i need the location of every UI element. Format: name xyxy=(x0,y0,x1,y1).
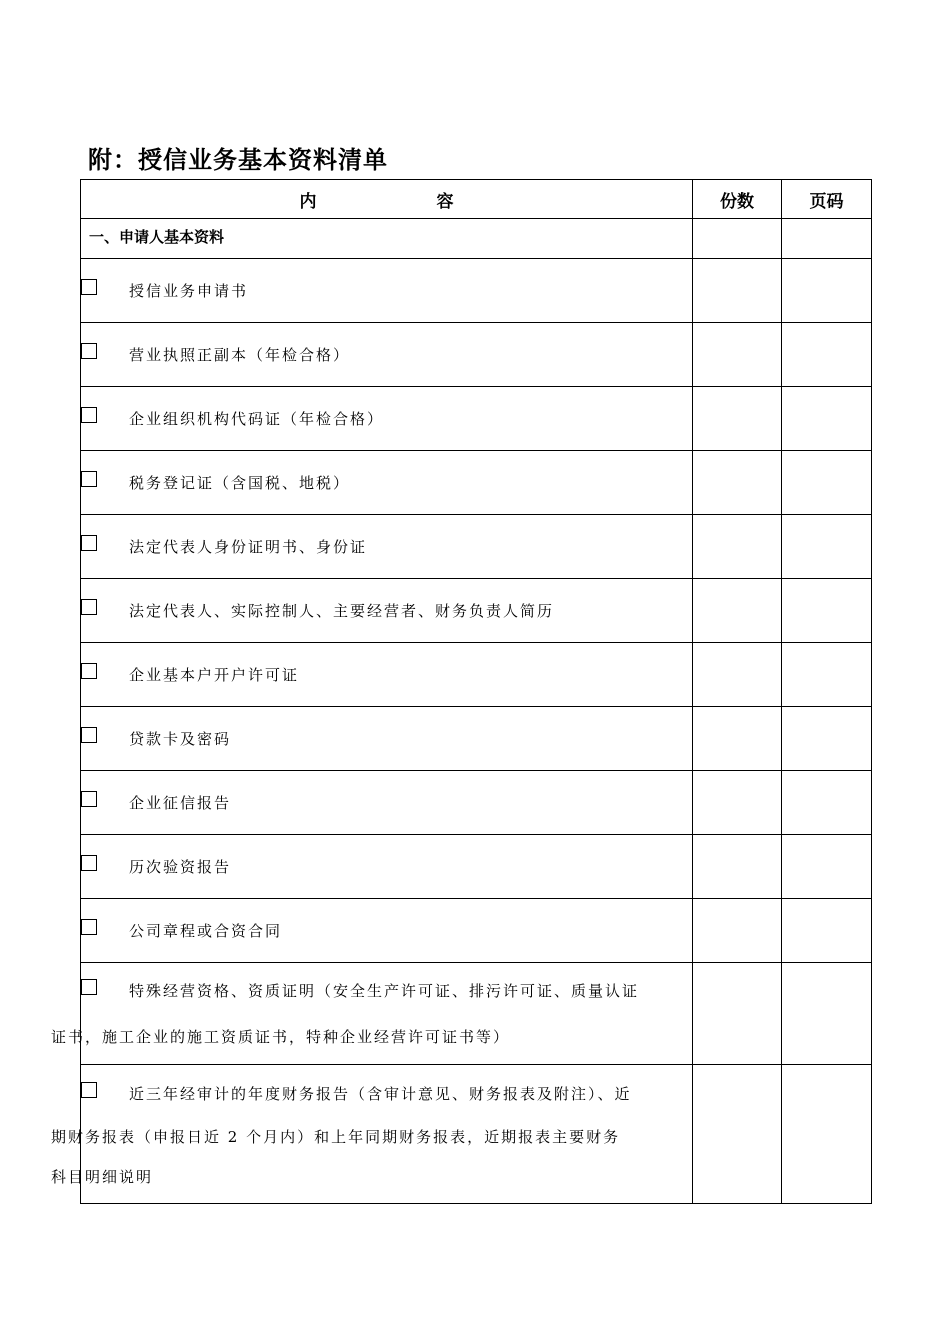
item-label: 法定代表人、实际控制人、主要经营者、财务负责人简历 xyxy=(129,602,555,620)
page-cell[interactable] xyxy=(782,835,872,899)
table-row xyxy=(81,963,872,1065)
page-cell[interactable] xyxy=(782,219,872,259)
checkbox[interactable] xyxy=(81,855,97,871)
item-label-line1: 特殊经营资格、资质证明（安全生产许可证、排污许可证、质量认证 xyxy=(129,981,640,1000)
copies-cell[interactable] xyxy=(693,963,782,1065)
materials-checklist-table xyxy=(51,179,872,1204)
item-label: 税务登记证（含国税、地税） xyxy=(129,474,351,492)
checkbox[interactable] xyxy=(81,1082,97,1098)
copies-cell[interactable] xyxy=(693,323,782,387)
header-content xyxy=(81,180,693,219)
table-row xyxy=(81,323,872,387)
checkbox[interactable] xyxy=(81,343,97,359)
item-label: 授信业务申请书 xyxy=(129,282,249,300)
checkbox[interactable] xyxy=(81,919,97,935)
page-cell[interactable] xyxy=(782,643,872,707)
copies-cell[interactable] xyxy=(693,643,782,707)
table-row xyxy=(81,771,872,835)
checkbox[interactable] xyxy=(81,535,97,551)
table-row xyxy=(81,707,872,771)
item-label: 营业执照正副本（年检合格） xyxy=(129,346,351,364)
header-copies: 份数 xyxy=(693,180,782,219)
item-label-line1: 近三年经审计的年度财务报告（含审计意见、财务报表及附注）、近 xyxy=(129,1085,632,1103)
item-label: 企业组织机构代码证（年检合格） xyxy=(129,410,385,428)
table-row xyxy=(81,643,872,707)
table-row xyxy=(81,515,872,579)
page-cell[interactable] xyxy=(782,1065,872,1204)
item-label-line2: 证书，施工企业的施工资质证书，特种企业经营许可证书等） xyxy=(51,1027,511,1046)
item-label: 法定代表人身份证明书、身份证 xyxy=(129,538,368,556)
section-title: 一、申请人基本资料 xyxy=(81,219,693,259)
page-cell[interactable] xyxy=(782,451,872,515)
item-label-line3: 科目明细说明 xyxy=(51,1168,154,1186)
checkbox[interactable] xyxy=(81,727,97,743)
page-cell[interactable] xyxy=(782,323,872,387)
table-row xyxy=(81,835,872,899)
checkbox[interactable] xyxy=(81,279,97,295)
header-page: 页码 xyxy=(782,180,872,219)
page-title: 附：授信业务基本资料清单 xyxy=(88,146,388,174)
checkbox[interactable] xyxy=(81,791,97,807)
checkbox[interactable] xyxy=(81,471,97,487)
table-row xyxy=(81,579,872,643)
copies-cell[interactable] xyxy=(693,707,782,771)
header-content-right: 容 xyxy=(436,191,454,212)
item-label: 企业征信报告 xyxy=(129,794,232,812)
copies-cell[interactable] xyxy=(693,259,782,323)
copies-cell[interactable] xyxy=(693,387,782,451)
page-cell[interactable] xyxy=(782,771,872,835)
item-label: 企业基本户开户许可证 xyxy=(129,666,300,684)
section-row xyxy=(81,219,872,259)
copies-cell[interactable] xyxy=(693,219,782,259)
table-row xyxy=(81,259,872,323)
item-label: 贷款卡及密码 xyxy=(129,730,232,748)
page-cell[interactable] xyxy=(782,259,872,323)
checkbox[interactable] xyxy=(81,979,97,995)
item-label: 公司章程或合资合同 xyxy=(129,922,283,940)
page-cell[interactable] xyxy=(782,707,872,771)
checkbox[interactable] xyxy=(81,663,97,679)
copies-cell[interactable] xyxy=(693,515,782,579)
page-cell[interactable] xyxy=(782,899,872,963)
table-row xyxy=(81,387,872,451)
item-label-line2: 期财务报表（申报日近 2 个月内）和上年同期财务报表，近期报表主要财务 xyxy=(51,1128,621,1146)
copies-cell[interactable] xyxy=(693,835,782,899)
table-row xyxy=(81,451,872,515)
copies-cell[interactable] xyxy=(693,579,782,643)
table-row xyxy=(81,899,872,963)
copies-cell[interactable] xyxy=(693,1065,782,1204)
page-cell[interactable] xyxy=(782,387,872,451)
copies-cell[interactable] xyxy=(693,451,782,515)
page-cell[interactable] xyxy=(782,963,872,1065)
table-row xyxy=(81,1065,872,1204)
header-content-left: 内 xyxy=(299,191,317,212)
checkbox[interactable] xyxy=(81,599,97,615)
item-label: 历次验资报告 xyxy=(129,858,232,876)
checkbox[interactable] xyxy=(81,407,97,423)
table-header-row xyxy=(81,180,872,219)
copies-cell[interactable] xyxy=(693,771,782,835)
page-cell[interactable] xyxy=(782,579,872,643)
copies-cell[interactable] xyxy=(693,899,782,963)
page-cell[interactable] xyxy=(782,515,872,579)
